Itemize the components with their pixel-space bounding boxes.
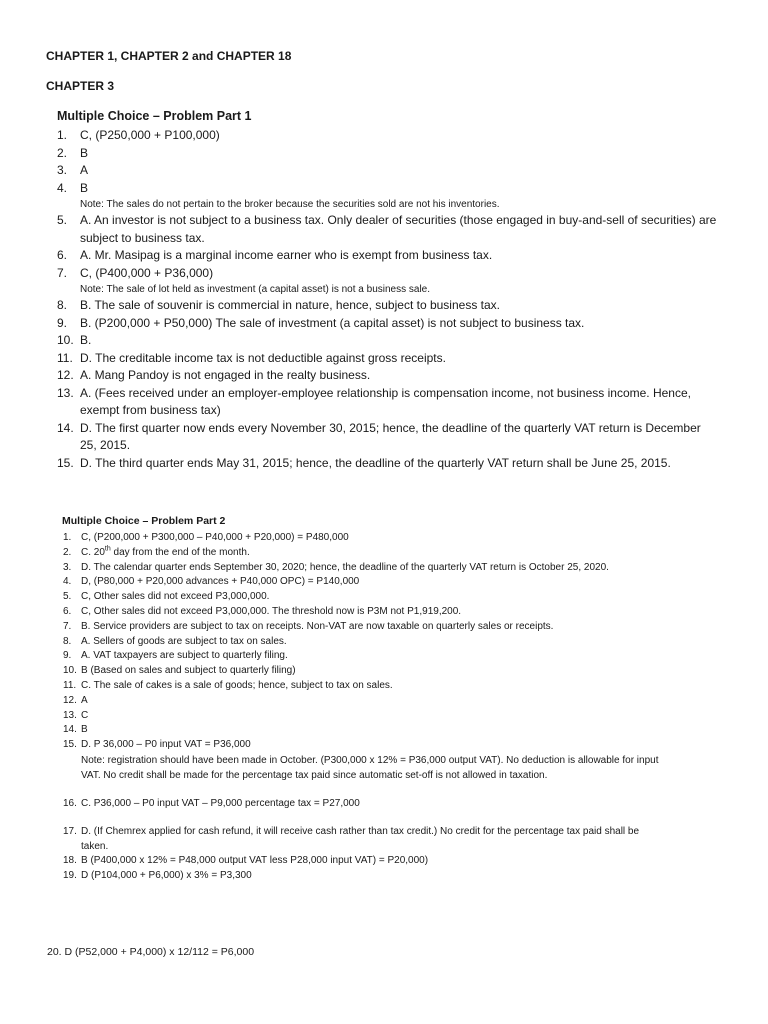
list-item [63, 709, 663, 724]
item-number: 5. [63, 591, 72, 603]
item-number: 8. [63, 635, 72, 647]
answer-text: A. Mr. Masipag is a marginal income earner who is exempt from business tax. [80, 248, 493, 262]
answer-text: D. P 36,000 – P0 input VAT = P36,000 [81, 739, 251, 751]
answer-text: C, (P400,000 + P36,000) [80, 265, 214, 280]
list-item [63, 694, 663, 709]
answer-text: C. 20 [81, 546, 105, 558]
item-number: 4. [57, 180, 68, 195]
answer-text: B. [80, 333, 92, 347]
list-item [57, 180, 717, 213]
item-number: 6. [57, 248, 68, 262]
item-number: 18. [63, 855, 77, 867]
ordinal-suffix: th [104, 545, 111, 553]
item-number: 20. [47, 946, 62, 958]
item-number: 14. [63, 724, 77, 736]
answer-text: A. Sellers of goods are subject to tax on sales. [81, 635, 287, 647]
part-2-answer-list [63, 531, 663, 884]
answer-text-continued: day from the end of the month. [110, 546, 250, 558]
list-item [63, 575, 663, 590]
list-item [57, 145, 717, 163]
item-number: 11. [57, 350, 73, 365]
list-item [57, 455, 717, 473]
item-number: 13. [57, 385, 74, 400]
answer-text: A. (Fees received under an employer-employee relationship is compensation income, not business income. Hence, exempt from business tax) [80, 385, 691, 417]
item-number: 7. [63, 620, 72, 632]
answer-text: B (P400,000 x 12% = P48,000 output VAT less P28,000 input VAT) = P20,000) [81, 855, 429, 867]
item-number: 3. [57, 163, 68, 177]
item-number: 4. [63, 576, 72, 588]
answer-text: C [81, 709, 89, 721]
answer-text: B [80, 180, 89, 195]
list-item [63, 679, 663, 694]
answer-text: C. P36,000 – P0 input VAT – P9,000 percentage tax = P27,000 [81, 797, 360, 809]
item-number: 17. [63, 825, 77, 837]
list-item [57, 297, 717, 315]
list-item [63, 620, 663, 635]
list-item [63, 869, 663, 884]
item-number: 5. [57, 213, 68, 227]
list-item [63, 605, 663, 620]
item-number: 11. [63, 679, 77, 691]
chapter-3-heading: CHAPTER 3 [46, 79, 115, 93]
list-item [63, 561, 663, 576]
answer-text: B. The sale of souvenir is commercial in nature, hence, subject to business tax. [80, 298, 500, 312]
answer-text: D. The creditable income tax is not deductible against gross receipts. [80, 350, 446, 365]
answer-text: A. Mang Pandoy is not engaged in the realty business. [80, 368, 371, 382]
item-number: 8. [57, 298, 68, 312]
item-number: 19. [63, 870, 77, 882]
answer-note: Note: The sale of lot held as investment (a capital asset) is not a business sale. [80, 284, 430, 295]
item-number: 10. [63, 665, 77, 677]
answer-text: A. An investor is not subject to a business tax. Only dealer of securities (those engaged in buy-and-sell of securities) are subject to business tax. [80, 213, 717, 245]
list-item [57, 420, 717, 455]
answer-text: B [80, 145, 89, 160]
list-item [63, 590, 663, 605]
list-item [57, 127, 717, 145]
answer-text: D. The calendar quarter ends September 30, 2020; hence, the deadline of the quarterly VAT return is October 25, 2020. [81, 561, 609, 573]
answer-text: C, Other sales did not exceed P3,000,000. The threshold now is P3M not P1,919,200. [81, 605, 462, 617]
item-number: 2. [63, 546, 72, 558]
item-number: 16. [63, 797, 77, 809]
list-item [57, 350, 717, 368]
item-number: 2. [57, 145, 68, 160]
answer-text: C, (P200,000 + P300,000 – P40,000 + P20,000) = P480,000 [81, 532, 349, 543]
answer-note: Note: registration should have been made in October. (P300,000 x 12% = P36,000 output VAT). No deduction is allowable for input VAT. No credit shall be made for the percentage tax paid since automatic set-off is not allowed in taxation. [81, 754, 659, 782]
list-item [57, 385, 717, 420]
item-number: 14. [57, 420, 74, 435]
answer-text: A [81, 694, 88, 706]
part-1-title: Multiple Choice – Problem Part 1 [57, 109, 252, 123]
answer-note: Note: The sales do not pertain to the broker because the securities sold are not his inventories. [80, 199, 500, 210]
answer-text: B (Based on sales and subject to quarterly filing) [81, 665, 296, 677]
item-number: 9. [57, 315, 68, 330]
answer-text: C. The sale of cakes is a sale of goods; hence, subject to tax on sales. [81, 679, 393, 691]
last-list-item [47, 946, 254, 958]
list-item [57, 332, 717, 350]
item-number: 15. [57, 455, 74, 470]
list-item [57, 367, 717, 385]
answer-text: D (P104,000 + P6,000) x 3% = P3,300 [81, 870, 252, 882]
list-item [63, 723, 663, 738]
list-item [57, 162, 717, 180]
item-number: 13. [63, 709, 77, 721]
chapters-heading: CHAPTER 1, CHAPTER 2 and CHAPTER 18 [46, 49, 292, 63]
part-1-answer-list [57, 127, 717, 472]
item-number: 12. [63, 694, 77, 706]
answer-text: B [81, 724, 88, 736]
list-item [63, 825, 663, 855]
item-number: 1. [57, 128, 68, 142]
list-item [57, 247, 717, 265]
list-item [63, 797, 663, 812]
list-item [63, 854, 663, 869]
answer-text: C, (P250,000 + P100,000) [80, 128, 220, 142]
item-number: 10. [57, 333, 74, 347]
list-item [63, 738, 663, 784]
item-number: 6. [63, 605, 72, 617]
answer-text: B. (P200,000 + P50,000) The sale of investment (a capital asset) is not subject to business tax. [80, 315, 585, 330]
list-item [57, 212, 717, 247]
answer-text: D. The third quarter ends May 31, 2015; hence, the deadline of the quarterly VAT return shall be June 25, 2015. [80, 455, 671, 470]
answer-text: B. Service providers are subject to tax on receipts. Non-VAT are now taxable on quarterly sales or receipts. [81, 620, 554, 632]
list-item [63, 664, 663, 679]
answer-text: D. The first quarter now ends every November 30, 2015; hence, the deadline of the quarterly VAT return is December 25, 2015. [80, 420, 701, 452]
list-item [63, 531, 663, 546]
item-number: 7. [57, 265, 68, 280]
answer-text: D. (If Chemrex applied for cash refund, it will receive cash rather than tax credit.) No credit for the percentage tax paid shall be taken. [81, 825, 640, 852]
answer-text: D (P52,000 + P4,000) x 12/112 = P6,000 [64, 946, 255, 958]
item-number: 15. [63, 739, 77, 751]
answer-text: C, Other sales did not exceed P3,000,000. [81, 591, 270, 603]
list-item [63, 649, 663, 664]
item-number: 1. [63, 532, 72, 543]
answer-text: A. VAT taxpayers are subject to quarterly filing. [81, 650, 288, 662]
answer-text: D, (P80,000 + P20,000 advances + P40,000 OPC) = P140,000 [81, 576, 360, 588]
list-item [57, 315, 717, 333]
list-item [57, 265, 717, 298]
item-number: 9. [63, 650, 72, 662]
answer-text: A [80, 163, 89, 177]
list-item [63, 546, 663, 561]
part-2-title: Multiple Choice – Problem Part 2 [62, 515, 226, 527]
item-number: 12. [57, 368, 74, 382]
item-number: 3. [63, 561, 72, 573]
list-item [63, 635, 663, 650]
